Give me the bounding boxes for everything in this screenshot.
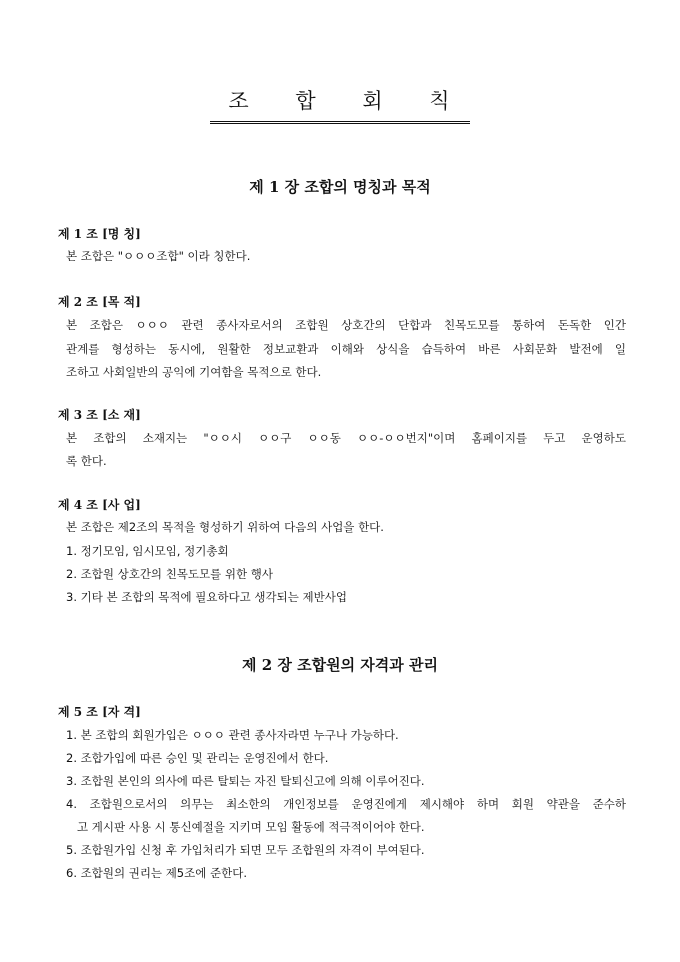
- article-4-item: 1. 정기모임, 임시모임, 정기총회: [66, 544, 229, 558]
- article-1-heading: 제 1 조 [명 칭]: [58, 227, 141, 241]
- article-4-item: 2. 조합원 상호간의 친목도모를 위한 행사: [66, 567, 273, 581]
- article-2-heading: 제 2 조 [목 적]: [58, 295, 141, 309]
- article-5-heading: 제 5 조 [자 격]: [58, 705, 141, 719]
- article-5-item: 5. 조합원가입 신청 후 가입처리가 되면 모두 조합원의 자격이 부여된다.: [66, 843, 425, 857]
- article-4-heading: 제 4 조 [사 업]: [58, 498, 141, 512]
- article-2-line: 관계를 형성하는 동시에, 원활한 정보교환과 이해와 상식을 습득하여 바른 사회문화 발전에 일: [66, 342, 626, 356]
- article-2-line: 본 조합은 ㅇㅇㅇ 관련 종사자로서의 조합원 상호간의 단합과 친목도모를 통하여 돈독한 인간: [66, 318, 626, 332]
- article-4-item: 3. 기타 본 조합의 목적에 필요하다고 생각되는 제반사업: [66, 590, 347, 604]
- article-3-line: 록 한다.: [66, 454, 107, 468]
- chapter-2-heading: 제 2 장 조합원의 자격과 관리: [242, 656, 438, 674]
- article-3-line: 본 조합의 소재지는 "ㅇㅇ시 ㅇㅇ구 ㅇㅇ동 ㅇㅇ-ㅇㅇ번지"이며 홈페이지를 두고 운영하도: [66, 431, 626, 445]
- chapter-1-heading: 제 1 장 조합의 명칭과 목적: [249, 178, 431, 196]
- article-5-item: 1. 본 조합의 회원가입은 ㅇㅇㅇ 관련 종사자라면 누구나 가능하다.: [66, 728, 399, 742]
- article-5-item: 4. 조합원으로서의 의무는 최소한의 개인정보를 운영진에게 제시해야 하며 회원 약관을 준수하: [66, 797, 626, 811]
- article-5-item: 고 게시판 사용 시 통신예절을 지키며 모임 활동에 적극적이어야 한다.: [66, 820, 425, 834]
- title-wrap: [0, 85, 680, 124]
- article-3-heading: 제 3 조 [소 재]: [58, 408, 141, 422]
- article-5-item: 3. 조합원 본인의 의사에 따른 탈퇴는 자진 탈퇴신고에 의해 이루어진다.: [66, 774, 425, 788]
- article-4-line: 본 조합은 제2조의 목적을 형성하기 위하여 다음의 사업을 한다.: [66, 520, 384, 534]
- article-1-line: 본 조합은 "ㅇㅇㅇ조합" 이라 칭한다.: [66, 249, 251, 263]
- article-5-item: 6. 조합원의 권리는 제5조에 준한다.: [66, 866, 247, 880]
- article-5-item: 2. 조합가입에 따른 승인 및 관리는 운영진에서 한다.: [66, 751, 329, 765]
- article-2-line: 조하고 사회일반의 공익에 기여함을 목적으로 한다.: [66, 365, 322, 379]
- document-title: 조 합 회 칙: [210, 85, 469, 124]
